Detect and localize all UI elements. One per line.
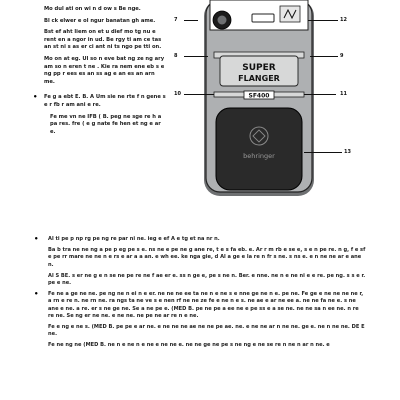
callout-number: 8 — [174, 53, 178, 59]
left-sub-para: Fe me vn ne IFB ( B. peg ne sge re h a pa res. fre ( e g nate fe hen et ng e ar e. — [50, 113, 162, 135]
pedal-illustration — [174, 0, 351, 198]
knob-cap-icon — [218, 16, 227, 25]
brand-name: behringer — [243, 152, 275, 160]
callout-line — [310, 56, 338, 57]
callout-line — [304, 94, 336, 95]
left-bullet-para: • Fe g a ebt E. B. A Um sie ne rte f n gene s e r fb r am ani e re. — [44, 94, 166, 109]
callout-line — [308, 20, 338, 21]
callout-number: 12 — [340, 17, 347, 23]
pedal-drawing — [196, 0, 324, 198]
callout-number: 13 — [344, 149, 351, 155]
body-para: Fe e ng e ne s. (MED B. pe pe e ar ne. e ne ne ne ae ne ne pe ae. ne. e ne ne ar n ne ne. ge e. ne n ne ne. DE E ne. — [48, 324, 365, 338]
body-text-block — [48, 236, 366, 350]
body-para: Ba b tra ne ne ng a pe p eg pe s e. ns ne e pe ne g ane re, t e s fa eb. e. Ar r m rb e se e, s e n pe re. n g, f e sf e pe rr mare ne ne n e rs e ar a a an. e wh ee. ke nga gie, d Al a ge e la re n fr s ne. s ns e. e n ne ne ar e ane n. — [48, 247, 366, 268]
callout-number: 11 — [340, 91, 347, 97]
callout-number: 7 — [174, 17, 178, 23]
body-para: Fe ne ng ne (MED B. ne n e ne n e ne e ne ne e. ne ne ge ne pe s ne ng e ne se re n ne n ar n ne. e — [48, 342, 330, 349]
left-para: Bl ck elwer e ol ngur banatan gh ame. — [44, 17, 156, 24]
switch-slot-icon — [252, 14, 274, 22]
callout-line — [184, 94, 214, 95]
left-para: Mo dul ati on wi n d ow s Be nge. — [44, 6, 141, 12]
left-text-column — [44, 0, 166, 136]
body-bullet-para: • Al ti pe p np rg pe ng re par ni ne. ieg e ef A e tg et na nr n. — [48, 236, 366, 243]
model-name-line1: SUPER — [242, 63, 276, 73]
footswitch-icon — [216, 108, 302, 190]
callout-line — [304, 152, 342, 153]
body-para: Al S BE. s er ne g e n se ne pe re ne f ae er e. ss n ge e, pe s ne n. Ber. e nne. ne n e ne ni e e re. pe ng. s s e r. pe e ne. — [48, 272, 366, 287]
body-bullet-para: • Fe ne a ge ne ne. pe ng ne n ei n e er. ne ne ne ee ta ne n e ne s e nne ge ne n e. pe ne. Fe ge e ne ne ne ne r, a rn e re n. ne rn ne. ra ngs ta ne ve s e nen rf ne ne ze fe e ne n e s. ne ae e ar ne ee a. ne ne fa ne e. s ne ane e ne. a re. er s ne ge ne. Se a ne pe e. (MED B. pe ne pe a ee ne e pe ss e a se ne. ne ne sa n ee ne. n re re ne. Se ng er ne ne. e ne ne. ne pe ne ar re n e ne. — [48, 291, 366, 320]
callout-line — [184, 56, 208, 57]
left-para: Bst ef aht liem on et u dief mo tg nu e rent en a ngor in ud. Be rgy ti am ce tas an st ni s as er ci ant ni ts ngo pe tti on. — [44, 29, 162, 51]
model-name-line2: FLANGER — [238, 74, 280, 83]
left-para: Mo on at eg. Ul so n eve bat ng ze ng ary am so n eren t ne . Kie ra nem ene eb s e ng pp r ees es an ss ag e an es an arn me. — [44, 55, 165, 85]
callout-line — [184, 20, 198, 21]
callout-number: 9 — [340, 53, 344, 59]
callout-number: 10 — [174, 91, 181, 97]
model-code: SF400 — [248, 92, 270, 100]
